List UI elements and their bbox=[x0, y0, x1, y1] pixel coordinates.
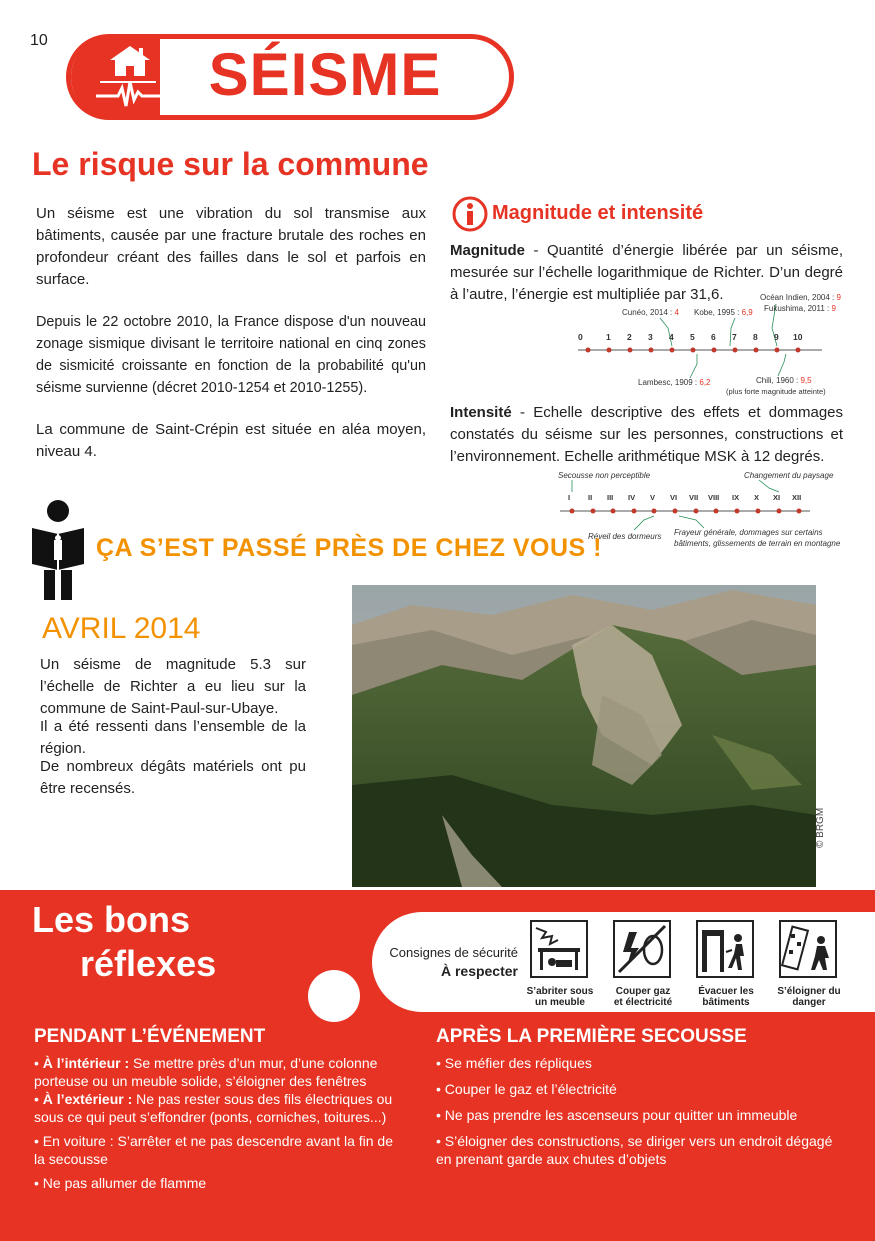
consignes-label bbox=[382, 944, 518, 980]
magnitude-text: - Quantité d’énergie libérée par un séisme, mesurée sur l’échelle logarithmique de Richter. D’un degré à l’autre, l’énergie est multipliée par 31,6. bbox=[450, 242, 843, 303]
mountain-photo bbox=[352, 585, 816, 887]
intensity-tick: IV bbox=[628, 493, 636, 502]
intensity-tick: VIII bbox=[708, 493, 720, 502]
mag-tick: 7 bbox=[732, 332, 737, 342]
list-item: • S’éloigner des constructions, se diriger vers un endroit dégagé en prenant garde aux chutes d’objets bbox=[436, 1133, 833, 1167]
intensity-tick: I bbox=[568, 493, 571, 502]
annotation-chili-note: (plus forte magnitude atteinte) bbox=[726, 387, 826, 396]
intensity-label-high: Changement du paysage bbox=[744, 471, 834, 480]
picto-label: S’éloigner du danger bbox=[777, 986, 841, 1008]
list-item: • Se méfier des répliques bbox=[436, 1055, 592, 1071]
intensity-definition bbox=[450, 402, 843, 468]
info-icon bbox=[452, 196, 488, 232]
mag-tick: 2 bbox=[627, 332, 632, 342]
intro-paragraph-3: La commune de Saint-Crépin est située en aléa moyen, niveau 4. bbox=[36, 421, 426, 460]
intensity-label-strong-2: bâtiments, glissements de terrain en montagne bbox=[674, 539, 841, 548]
intensity-tick: X bbox=[754, 493, 760, 502]
annotation-chili: Chili, 1960 : 9,5 bbox=[756, 376, 812, 385]
move-away-danger-icon bbox=[779, 920, 837, 978]
intensity-label-low: Secousse non perceptible bbox=[558, 471, 651, 480]
mag-tick: 1 bbox=[606, 332, 611, 342]
magnitude-scale bbox=[560, 290, 850, 400]
reflexes-title-line-2: réflexes bbox=[80, 943, 217, 984]
intensity-tick: III bbox=[607, 493, 614, 502]
news-paragraph-1: Un séisme de magnitude 5.3 sur l’échelle de Richter a eu lieu sur la commune de Saint-Paul-sur-Ubaye. bbox=[40, 656, 306, 717]
list-item: • Couper le gaz et l’électricité bbox=[436, 1081, 617, 1097]
list-item: • Ne pas prendre les ascenseurs pour quitter un immeuble bbox=[436, 1107, 798, 1123]
intensity-text: - Echelle descriptive des effets et dommages constatés du séisme sur les personnes, constructions et l’environnement. Echelle arithmétique MSK à 12 degrés. bbox=[450, 404, 843, 465]
news-date: AVRIL 2014 bbox=[42, 612, 201, 645]
during-title: PENDANT L’ÉVÉNEMENT bbox=[34, 1026, 266, 1047]
intro-paragraph-1: Un séisme est une vibration du sol transmise aux bâtiments, causée par une fracture brutale des roches en profondeur créant des failles dans le sol et parfois en surface. bbox=[36, 205, 426, 288]
page-title: SÉISME bbox=[208, 41, 442, 108]
during-list bbox=[34, 1054, 406, 1192]
news-paragraph-2: Il a été ressenti dans l’ensemble de la région. bbox=[40, 718, 306, 757]
intensity-term: Intensité bbox=[450, 404, 512, 421]
reader-icon bbox=[30, 498, 86, 602]
evacuate-building-icon bbox=[696, 920, 754, 978]
intensity-tick: II bbox=[588, 493, 593, 502]
shelter-under-table-icon bbox=[530, 920, 588, 978]
news-title: ÇA S’EST PASSÉ PRÈS DE CHEZ VOUS ! bbox=[96, 534, 602, 562]
annotation-kobe: Kobe, 1995 : 6,9 bbox=[694, 308, 753, 317]
intensity-tick: IX bbox=[732, 493, 740, 502]
annotation-fukushima: Fukushima, 2011 : 9 bbox=[764, 304, 836, 313]
reflexes-title bbox=[32, 898, 216, 986]
intensity-label-strong-1: Frayeur générale, dommages sur certains bbox=[674, 528, 823, 537]
list-item: • En voiture : S’arrêter et ne pas descendre avant la fin de la secousse bbox=[34, 1133, 394, 1167]
after-title: APRÈS LA PREMIÈRE SECOUSSE bbox=[436, 1026, 747, 1047]
reflexes-title-line-1: Les bons bbox=[32, 899, 191, 940]
intensity-tick: VII bbox=[689, 493, 699, 502]
page-number: 10 bbox=[30, 32, 48, 49]
mag-tick: 0 bbox=[578, 332, 583, 342]
intensity-tick: XI bbox=[773, 493, 781, 502]
info-title: Magnitude et intensité bbox=[492, 202, 704, 224]
house-seismograph-icon bbox=[66, 34, 160, 120]
mag-tick: 4 bbox=[669, 332, 674, 342]
mag-tick: 8 bbox=[753, 332, 758, 342]
magnitude-term: Magnitude bbox=[450, 242, 525, 259]
news-paragraph-3: De nombreux dégâts matériels ont pu être recensés. bbox=[40, 758, 306, 797]
mag-tick: 10 bbox=[793, 332, 803, 342]
consignes-line-2: À respecter bbox=[440, 963, 518, 979]
decorative-circle bbox=[308, 970, 360, 1022]
picto-label: S’abriter sous un meuble bbox=[526, 986, 594, 1008]
annotation-cuneo: Cunéo, 2014 : 4 bbox=[622, 308, 679, 317]
photo-credit: © BRGM bbox=[815, 807, 826, 848]
mag-tick: 5 bbox=[690, 332, 695, 342]
mag-tick: 3 bbox=[648, 332, 653, 342]
list-item: • Ne pas allumer de flamme bbox=[34, 1175, 207, 1191]
picto-label: Évacuer les bâtiments bbox=[698, 986, 754, 1008]
annotation-lambesc: Lambesc, 1909 : 6,2 bbox=[638, 378, 711, 387]
intro-paragraph-2: Depuis le 22 octobre 2010, la France dispose d'un nouveau zonage sismique divisant le territoire national en cinq zones de sismicité croissante en fonction de la probabilité qu'un séisme survienne (décret 2010-1254 et 2010-1255). bbox=[36, 314, 426, 396]
mag-tick: 9 bbox=[774, 332, 779, 342]
list-item: • À l’intérieur : Se mettre près d’un mur, d’une colonne porteuse ou un meuble solide, s’éloigner des fenêtres bbox=[34, 1055, 378, 1089]
section-title: Le risque sur la commune bbox=[32, 146, 429, 182]
picto-label: Couper gaz et électricité bbox=[613, 986, 673, 1008]
intensity-tick: XII bbox=[792, 493, 802, 502]
annotation-ocean-indien: Océan Indien, 2004 : 9 bbox=[760, 293, 841, 302]
mag-tick: 6 bbox=[711, 332, 716, 342]
consignes-line-1: Consignes de sécurité bbox=[389, 945, 518, 960]
cut-gas-electricity-icon bbox=[613, 920, 671, 978]
after-list bbox=[436, 1054, 836, 1168]
intensity-tick: VI bbox=[670, 493, 678, 502]
list-item: • À l’extérieur : Ne pas rester sous des fils électriques ou sous ce qui peut s’effondrer (ponts, corniches, toitures...) bbox=[34, 1091, 393, 1125]
intensity-tick: V bbox=[650, 493, 656, 502]
intensity-label-medium: Réveil des dormeurs bbox=[588, 532, 662, 541]
